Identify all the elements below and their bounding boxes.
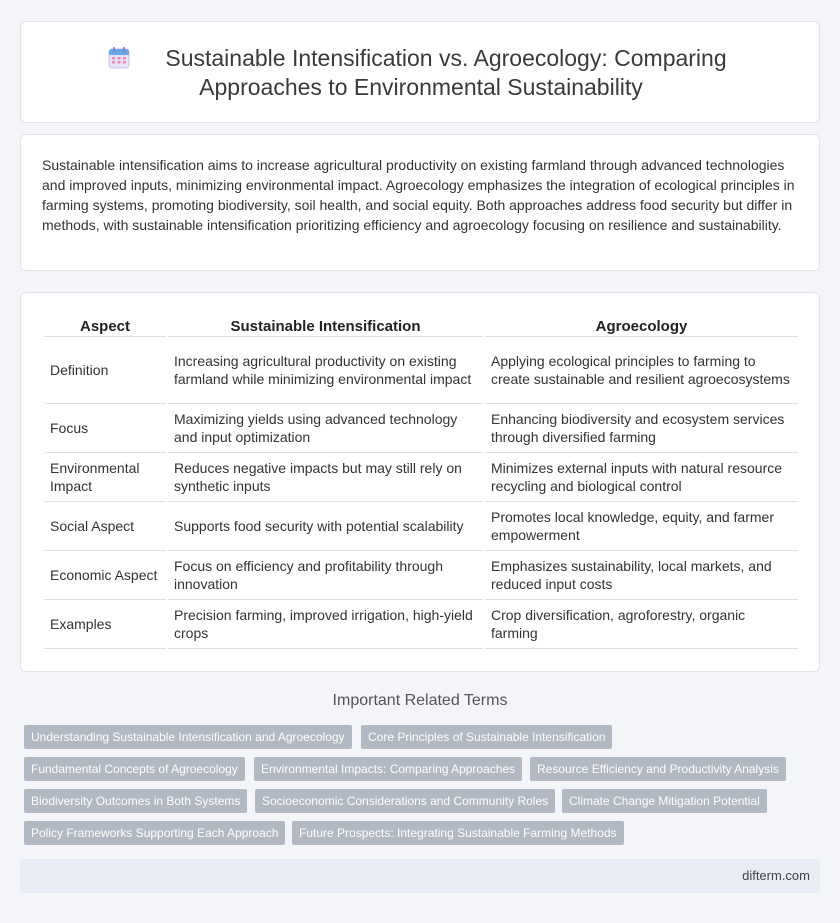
row-aspect: Social Aspect	[44, 502, 166, 551]
title-card	[20, 21, 820, 123]
row-si: Increasing agricultural productivity on existing farmland while minimizing environmental impact	[168, 337, 483, 404]
header-agroecology: Agroecology	[485, 317, 798, 337]
row-ae: Crop diversification, agroforestry, organic farming	[485, 600, 798, 649]
related-tag[interactable]: Future Prospects: Integrating Sustainable Farming Methods	[292, 821, 624, 845]
related-tag[interactable]: Understanding Sustainable Intensification and Agroecology	[24, 725, 352, 749]
related-tag[interactable]: Biodiversity Outcomes in Both Systems	[24, 789, 247, 813]
row-aspect: Definition	[44, 337, 166, 404]
row-ae: Enhancing biodiversity and ecosystem services through diversified farming	[485, 404, 798, 453]
footer-site: difterm.com	[742, 868, 810, 883]
comparison-table	[42, 317, 800, 649]
header-sustainable-intensification: Sustainable Intensification	[168, 317, 483, 337]
table-row	[44, 551, 798, 600]
table-row	[44, 600, 798, 649]
row-aspect: Environmental Impact	[44, 453, 166, 502]
row-ae: Minimizes external inputs with natural resource recycling and biological control	[485, 453, 798, 502]
row-aspect: Examples	[44, 600, 166, 649]
row-si: Precision farming, improved irrigation, high-yield crops	[168, 600, 483, 649]
related-tag[interactable]: Policy Frameworks Supporting Each Approach	[24, 821, 285, 845]
comparison-table-card	[20, 292, 820, 672]
table-row	[44, 453, 798, 502]
related-tag[interactable]: Core Principles of Sustainable Intensification	[361, 725, 612, 749]
related-terms-heading: Important Related Terms	[332, 692, 508, 709]
table-row	[44, 337, 798, 404]
row-si: Focus on efficiency and profitability through innovation	[168, 551, 483, 600]
summary-text: Sustainable intensification aims to increase agricultural productivity on existing farmland through advanced technologies and improved inputs, minimizing environmental impact. Agroecology emphasizes the integration of ecological principles in farming systems, promoting biodiversity, soil health, and social equity. Both approaches address food security but differ in methods, with sustainable intensification prioritizing efficiency and agroecology focusing on resilience and sustainability.	[42, 157, 795, 233]
page-title	[115, 44, 726, 102]
table-row	[44, 502, 798, 551]
table-header-row	[44, 317, 798, 337]
row-ae: Emphasizes sustainability, local markets, and reduced input costs	[485, 551, 798, 600]
related-tag[interactable]: Fundamental Concepts of Agroecology	[24, 757, 245, 781]
row-si: Reduces negative impacts but may still rely on synthetic inputs	[168, 453, 483, 502]
row-si: Supports food security with potential scalability	[168, 502, 483, 551]
page-title-line-2: Approaches to Environmental Sustainability	[199, 74, 643, 100]
related-tag[interactable]: Environmental Impacts: Comparing Approaches	[254, 757, 522, 781]
row-ae: Promotes local knowledge, equity, and farmer empowerment	[485, 502, 798, 551]
related-tag[interactable]: Resource Efficiency and Productivity Analysis	[530, 757, 786, 781]
summary-card	[20, 134, 820, 271]
page-title-line-1: Sustainable Intensification vs. Agroecology: Comparing	[165, 45, 727, 71]
row-aspect: Economic Aspect	[44, 551, 166, 600]
related-tag[interactable]: Climate Change Mitigation Potential	[562, 789, 767, 813]
row-aspect: Focus	[44, 404, 166, 453]
row-ae: Applying ecological principles to farming to create sustainable and resilient agroecosystems	[485, 337, 798, 404]
row-si: Maximizing yields using advanced technology and input optimization	[168, 404, 483, 453]
related-tag[interactable]: Socioeconomic Considerations and Community Roles	[255, 789, 555, 813]
table-row	[44, 404, 798, 453]
header-aspect: Aspect	[44, 317, 166, 337]
footer	[20, 859, 820, 893]
